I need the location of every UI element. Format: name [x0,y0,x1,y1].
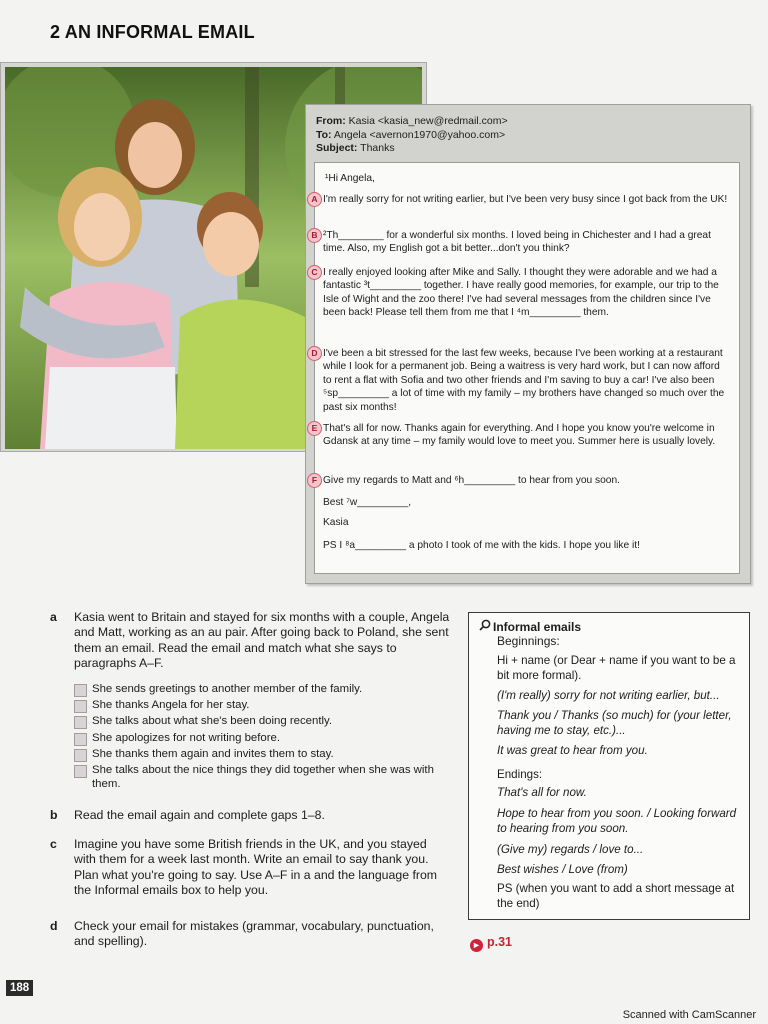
question-label: a [50,610,57,624]
arrow-icon: ► [470,939,483,952]
email-card [305,104,751,584]
paragraph-c [311,266,731,320]
checkbox[interactable] [74,733,87,746]
section-heading: 2 AN INFORMAL EMAIL [50,22,255,42]
informal-emails-box [468,612,750,920]
email-greeting: ¹Hi Angela, [325,173,375,184]
ending-item: That's all for now. [497,786,587,799]
ending-item: Hope to hear from you soon. / Looking forward to hearing from you soon. [497,807,737,835]
paragraph-marker-c: C [307,265,322,280]
paragraph-text: ²Th________ for a wonderful six months. I loved being in Chichester and I had a great time. Also, my English got a bit better...don't you think? [323,230,711,255]
page-reference[interactable] [470,935,512,952]
match-checklist [74,682,450,793]
question-a [50,610,450,672]
beginning-item: Hi + name (or Dear + name if you want to be a bit more formal). [497,654,736,682]
paragraph-marker-f: F [307,473,322,488]
ending-item: Best wishes / Love (from) [497,863,628,876]
paragraph-text: I'm really sorry for not writing earlier, but I've been very busy since I got back from the UK! [323,194,728,205]
checkbox[interactable] [74,700,87,713]
email-header [316,115,508,156]
subject-value: Thanks [360,142,395,154]
paragraph-marker-e: E [307,421,322,436]
paragraph-text: I really enjoyed looking after Mike and Sally. I thought they were adorable and we had a fantastic ³t_________ together. I have really good memories, for example, our trip to the Isle of Wight and the zoo there! I've had several messages from the children since I've been back! Please tell them from me that I ⁴m_________ them. [323,267,719,319]
email-body [311,162,740,574]
question-text: Check your email for mistakes (grammar, vocabulary, punctuation, and spelling). [74,919,434,949]
email-closing: Best ⁷w_________, [323,497,412,508]
paragraph-text: That's all for now. Thanks again for everything. And I hope you know you're welcome in Gdansk at any time – my family would love to meet you. Summer here is usually lovely. [323,423,716,448]
ending-item: PS (when you want to add a short message at the end) [497,882,735,910]
paragraph-a [311,193,731,206]
box-title-text: Informal emails [493,620,582,634]
question-c [50,837,450,899]
checklist-item [74,747,450,761]
to-value: Angela <avernon1970@yahoo.com> [333,128,506,141]
box-title [479,619,581,634]
question-b [50,808,450,823]
checklist-text: She thanks Angela for her stay. [92,699,250,712]
beginnings-label: Beginnings: [497,634,560,648]
checklist-text: She talks about what she's been doing recently. [92,715,333,728]
beginning-item: It was great to hear from you. [497,744,648,757]
checklist-item [74,763,450,791]
paragraph-d [311,347,731,414]
magnifier-icon [479,619,493,634]
checklist-text: She apologizes for not writing before. [92,731,281,744]
checklist-item [74,731,450,745]
email-postscript: PS I ⁸a_________ a photo I took of me with the kids. I hope you like it! [323,540,640,551]
page-number: 188 [6,980,33,996]
paragraph-b [311,229,731,256]
question-text: Read the email again and complete gaps 1–8. [74,808,325,822]
checklist-item [74,714,450,728]
ending-item: (Give my) regards / love to... [497,843,644,856]
to-label: To: [316,128,332,141]
from-value: Kasia <kasia_new@redmail.com> [348,115,508,127]
paragraph-text: Give my regards to Matt and ⁶h_________ to hear from you soon. [323,475,620,486]
question-label: b [50,808,58,822]
question-text: Imagine you have some British friends in the UK, and you stayed with them for a week last month. Write an email to say thank you. Plan what you're going to say. Use A–F in a and the language from the Informal emails box to help you. [74,837,438,898]
paragraph-text: I've been a bit stressed for the last few weeks, because I've been working at a restaurant while I look for a permanent job. Being a waitress is very hard work, but I can now afford to rent a flat with Sofia and two other friends and I'm saving to buy a car! I've also been ⁵sp_________ a lot of time with my family – my brothers have changed so much over the past six months! [323,348,725,413]
email-signature: Kasia [323,517,349,528]
beginning-item: Thank you / Thanks (so much) for (your letter, having me to stay, etc.)... [497,709,732,737]
question-d [50,919,450,950]
paragraph-e [311,422,731,449]
checklist-text: She talks about the nice things they did together when she was with them. [92,764,434,791]
page-reference-text: p.31 [487,935,513,949]
paragraph-marker-a: A [307,192,322,207]
checklist-text: She thanks them again and invites them to stay. [92,747,334,760]
scanner-watermark: Scanned with CamScanner [622,1009,756,1021]
question-label: d [50,919,58,933]
checkbox[interactable] [74,749,87,762]
endings-label: Endings: [497,768,543,781]
paragraph-marker-d: D [307,346,322,361]
checklist-item [74,698,450,712]
checklist-text: She sends greetings to another member of the family. [92,683,363,695]
paragraph-marker-b: B [307,228,322,243]
paragraph-f [311,474,731,487]
checkbox[interactable] [74,684,87,697]
subject-label: Subject: [316,142,358,154]
from-label: From: [316,115,346,127]
question-text: Kasia went to Britain and stayed for six months with a couple, Angela and Matt, working as an au pair. After going back to Poland, she sent them an email. Read the email and match what she says to paragraphs A–F. [74,610,450,671]
checkbox[interactable] [74,716,87,729]
checkbox[interactable] [74,765,87,778]
question-label: c [50,837,57,851]
beginning-item: (I'm really) sorry for not writing earlier, but... [497,689,720,702]
checklist-item [74,682,450,696]
